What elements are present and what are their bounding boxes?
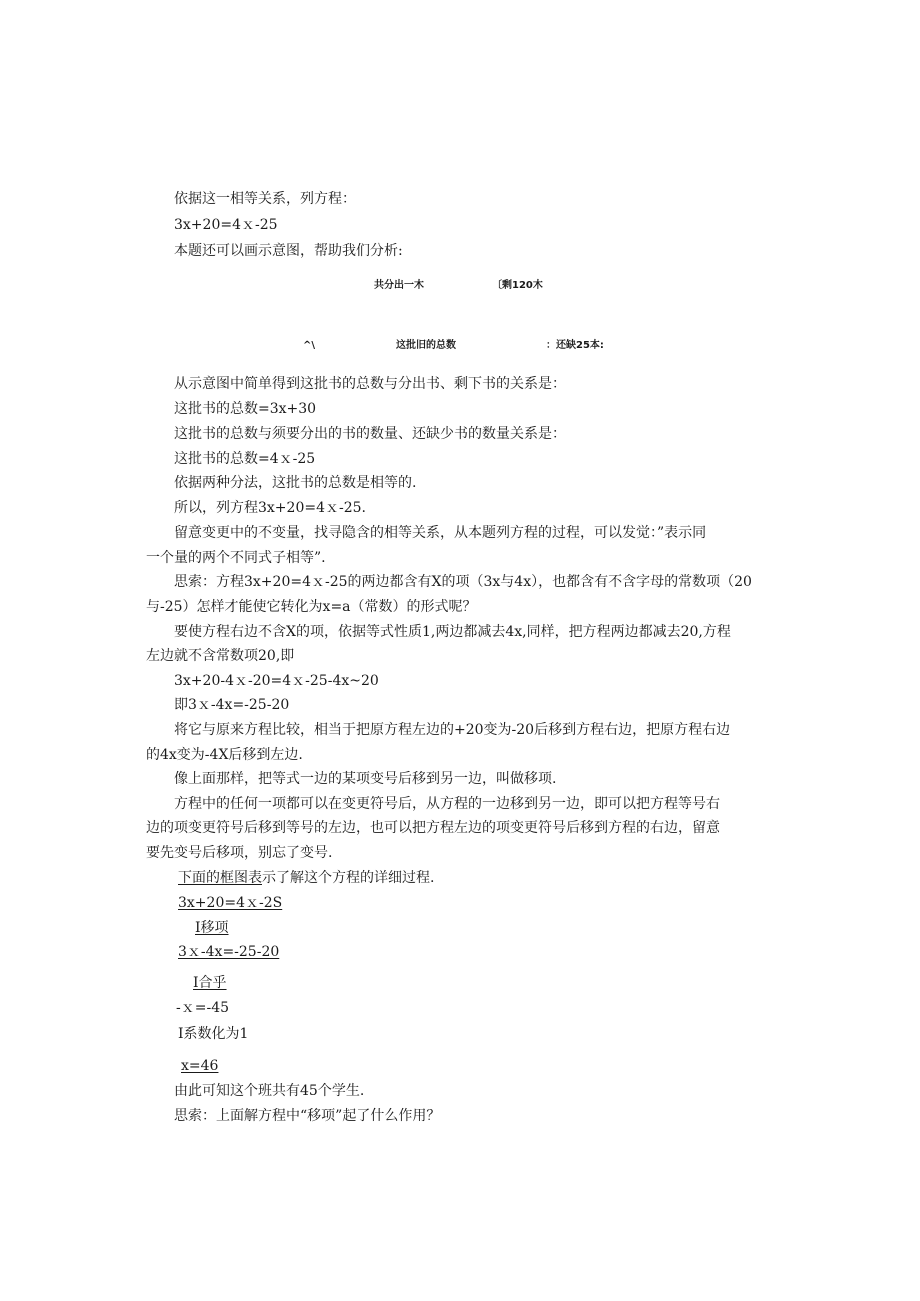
flow-step-result: x=46 — [181, 1058, 219, 1074]
text-line: 这批书的总数=4ｘ-25 — [174, 451, 316, 467]
flow-step-label: I合乎 — [193, 975, 227, 991]
diagram-label-total: 这批旧的总数 — [396, 340, 456, 351]
text-line: 一个量的两个不同式子相等”. — [146, 550, 326, 566]
text-line: 将它与原来方程比较，相当于把原方程左边的+20变为-20后移到方程右边，把原方程右边 — [174, 722, 731, 738]
text-line: 这批书的总数=3x+30 — [174, 401, 317, 417]
text-line: 方程中的任何一项都可以在变更符号后，从方程的一边移到另一边，即可以把方程等号右 — [174, 796, 720, 812]
text-line: 的4x变为-4X后移到左边. — [146, 747, 303, 763]
text-line: 像上面那样，把等式一边的某项变号后移到另一边，叫做移项. — [174, 771, 557, 787]
text-segment: 示了解这个方程的详细过程. — [262, 870, 435, 886]
equation-line: 即3ｘ-4x=-25-20 — [174, 697, 290, 713]
underlined-phrase: 下面的框图表 — [178, 870, 262, 886]
text-line: 所以，列方程3x+20=4ｘ-25. — [174, 500, 366, 516]
diagram-label-remaining: 〔剩120木 — [492, 280, 543, 291]
text-line: 边的项变更符号后移到等号的左边，也可以把方程左边的项变更符号后移到方程的右边，留意 — [146, 820, 720, 836]
diagram-label-distributed: 共分出一木 — [374, 280, 424, 291]
flow-step-equation: -ｘ=-45 — [176, 1000, 230, 1016]
diagram-label-mark: ^\ — [303, 340, 316, 351]
flow-step-label: I移项 — [195, 920, 229, 936]
text-line: 本题还可以画示意图，帮助我们分析: — [174, 243, 403, 259]
text-line: 留意变更中的不变量，找寻隐含的相等关系，从本题列方程的过程，可以发觉：”表示同 — [174, 525, 707, 541]
diagram-label-shortage: ：还缺25本: — [546, 340, 604, 351]
text-line: 思索：方程3x+20=4ｘ-25的两边都含有X的项（3x与4x），也都含有不含字母的常数项（20 — [174, 574, 752, 590]
text-line: 思索：上面解方程中“移项”起了什么作用？ — [174, 1108, 441, 1124]
text-line: 依据两种分法，这批书的总数是相等的. — [174, 475, 417, 491]
flow-step-equation: 3ｘ-4x=-25-20 — [178, 944, 280, 960]
text-line: 从示意图中简单得到这批书的总数与分出书、剩下书的关系是： — [174, 376, 566, 392]
flow-step-label: I系数化为1 — [178, 1026, 249, 1042]
text-line: 要先变号后移项，别忘了变号. — [146, 845, 333, 861]
text-line: 这批书的总数与须要分出的书的数量、还缺少书的数量关系是： — [174, 426, 566, 442]
text-line — [178, 868, 434, 888]
text-line: 由此可知这个班共有45个学生. — [174, 1083, 365, 1099]
text-line: 与-25）怎样才能使它转化为x=a（常数）的形式呢？ — [146, 599, 477, 615]
text-line: 左边就不含常数项20,即 — [146, 648, 295, 664]
equation-line: 3x+20=4ｘ-25 — [174, 217, 278, 233]
equation-line: 3x+20-4ｘ-20=4ｘ-25-4x~20 — [174, 673, 379, 689]
text-line: 要使方程右边不含X的项，依据等式性质1,两边都减去4x,同样，把方程两边都减去20,方程 — [174, 624, 731, 640]
flow-step-equation: 3x+20=4ｘ-2S — [178, 895, 283, 911]
text-line: 依据这一相等关系，列方程： — [174, 191, 356, 207]
